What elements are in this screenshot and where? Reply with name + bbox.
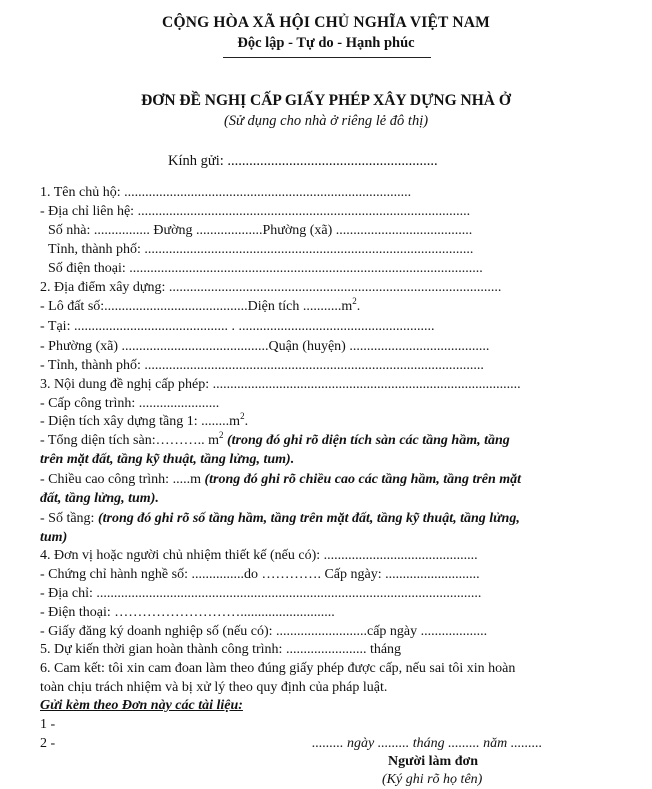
signature-note: (Ký ghi rõ họ tên) bbox=[382, 772, 483, 787]
floors-note-cont: tum) bbox=[40, 530, 68, 545]
floors-note: (trong đó ghi rõ số tầng hầm, tầng trên mặt đất, tầng kỹ thuật, tầng lửng, bbox=[94, 511, 520, 526]
floor1-area-text: - Diện tích xây dựng tầng 1: ........m bbox=[40, 414, 241, 429]
salutation-line: Kính gửi: .......................................................... bbox=[168, 153, 438, 169]
business-registration-line: - Giấy đăng ký doanh nghiệp số (nếu có): ..........................cấp ngày ................... bbox=[40, 624, 488, 639]
national-title: CỘNG HÒA XÃ HỘI CHỦ NGHĨA VIỆT NAM bbox=[162, 14, 490, 31]
lot-end: . bbox=[356, 299, 361, 314]
height-note: (trong đó ghi rõ chiều cao các tầng hầm, tầng trên mặt bbox=[200, 472, 522, 487]
signature-date: ......... ngày ......... tháng ......... năm ......... bbox=[312, 736, 543, 751]
total-floor-area-line bbox=[40, 432, 510, 450]
lot-line bbox=[40, 298, 360, 316]
total-floor-area-note-cont: trên mặt đất, tầng kỹ thuật, tầng lửng, tum). bbox=[40, 452, 295, 467]
form-title: ĐƠN ĐỀ NGHỊ CẤP GIẤY PHÉP XÂY DỰNG NHÀ Ở bbox=[141, 92, 511, 109]
floors-text: - Số tầng: bbox=[40, 511, 95, 526]
floor1-area-end: . bbox=[244, 414, 249, 429]
height-text: - Chiều cao công trình: .....m bbox=[40, 472, 201, 487]
certificate-line: - Chứng chỉ hành nghề số: ...............do …………. Cấp ngày: ........................... bbox=[40, 567, 480, 582]
designer-line: 4. Đơn vị hoặc người chủ nhiệm thiết kế (nếu có): ............................................ bbox=[40, 548, 478, 563]
signer-role: Người làm đơn bbox=[388, 754, 479, 769]
province-line: Tỉnh, thành phố: .............................................................................................. bbox=[48, 242, 474, 257]
attachment-item-2: 2 - bbox=[40, 736, 56, 751]
ward-district-line: - Phường (xã) ..........................................Quận (huyện) ........................................ bbox=[40, 339, 490, 354]
national-motto: Độc lập - Tự do - Hạnh phúc bbox=[237, 35, 415, 51]
floor1-area-superscript: 2 bbox=[240, 411, 245, 421]
floor1-area-line bbox=[40, 413, 248, 431]
header-divider bbox=[223, 57, 431, 58]
lot-superscript: 2 bbox=[352, 296, 357, 306]
house-number-line: Số nhà: ................ Đường ...................Phường (xã) ....................................... bbox=[48, 223, 473, 238]
commitment-line-cont: toàn chịu trách nhiệm và bị xử lý theo quy định của pháp luật. bbox=[40, 680, 388, 695]
construction-grade-line: - Cấp công trình: ....................... bbox=[40, 396, 220, 411]
owner-name-line: 1. Tên chủ hộ: .................................................................................. bbox=[40, 185, 412, 200]
phone-line: Số điện thoại: ..................................................................................................... bbox=[48, 261, 483, 276]
lot-text: - Lô đất số:.........................................Diện tích ...........m bbox=[40, 299, 353, 314]
height-note-cont: đất, tầng lửng, tum). bbox=[40, 491, 159, 506]
floors-line bbox=[40, 510, 520, 528]
construction-location-line: 2. Địa điểm xây dựng: ............................................................................................... bbox=[40, 280, 502, 295]
form-subtitle: (Sử dụng cho nhà ở riêng lẻ đô thị) bbox=[223, 113, 429, 129]
total-floor-area-note: (trong đó ghi rõ diện tích sàn các tầng hầm, tầng bbox=[223, 433, 510, 448]
attachments-heading: Gửi kèm theo Đơn này các tài liệu: bbox=[40, 698, 243, 713]
permit-content-line: 3. Nội dung đề nghị cấp phép: ........................................................................................ bbox=[40, 377, 521, 392]
completion-duration-line: 5. Dự kiến thời gian hoàn thành công trình: ....................... tháng bbox=[40, 642, 402, 657]
at-line: - Tại: ............................................ . ........................................................ bbox=[40, 319, 435, 334]
height-line bbox=[40, 471, 521, 489]
commitment-line: 6. Cam kết: tôi xin cam đoan làm theo đúng giấy phép được cấp, nếu sai tôi xin hoàn bbox=[40, 661, 516, 676]
total-floor-area-superscript: 2 bbox=[219, 430, 224, 440]
total-floor-area-text: - Tổng diện tích sàn:……….. m bbox=[40, 433, 219, 448]
designer-address-line: - Địa chỉ: .............................................................................................................. bbox=[40, 586, 482, 601]
contact-address-line: - Địa chỉ liên hệ: ............................................................................................... bbox=[40, 204, 471, 219]
designer-phone-line: - Điện thoại: ………………………........................... bbox=[40, 605, 335, 620]
attachment-item-1: 1 - bbox=[40, 717, 56, 732]
city-line: - Tỉnh, thành phố: ................................................................................................. bbox=[40, 358, 484, 373]
